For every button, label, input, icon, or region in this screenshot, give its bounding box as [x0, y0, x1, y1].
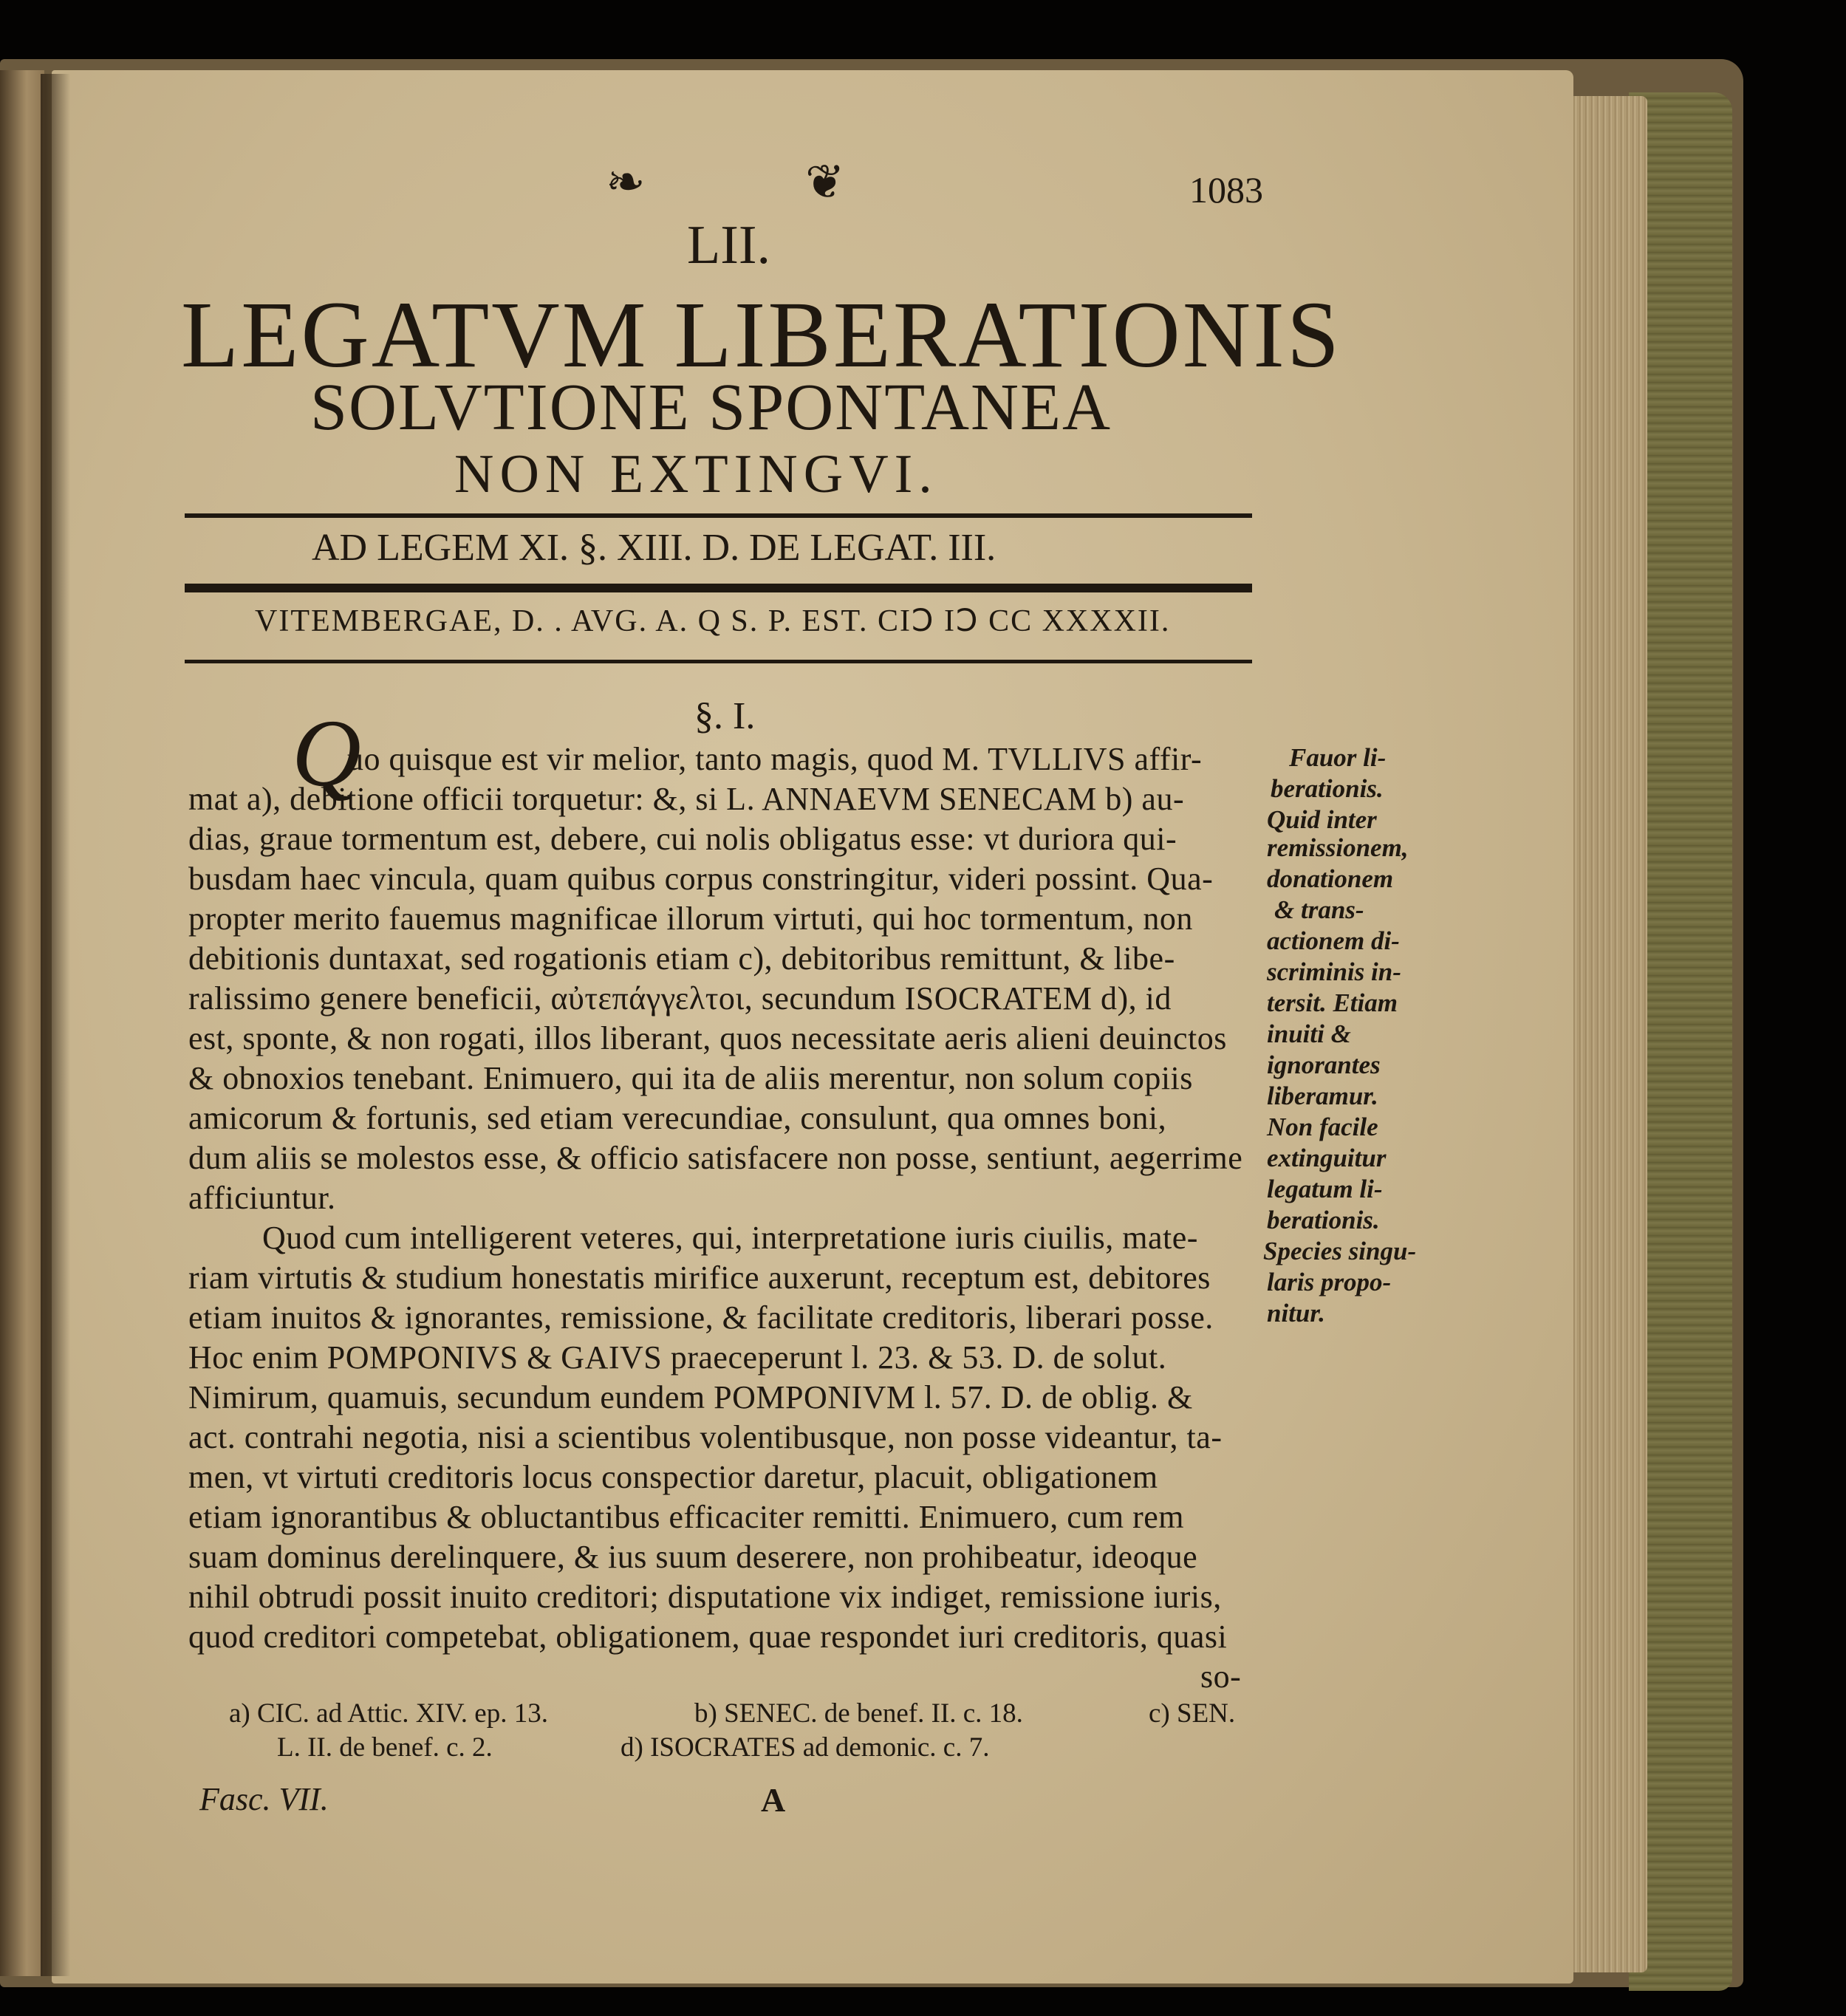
marginal-note: & trans-	[1274, 895, 1364, 924]
main-title: LEGATVM LIBERATIONIS	[181, 282, 1341, 387]
marginal-note: actionem di-	[1267, 926, 1400, 955]
signature-mark: A	[761, 1781, 786, 1819]
footnote: b) SENEC. de benef. II. c. 18.	[694, 1698, 1023, 1729]
ornament-right-icon: ❦	[805, 155, 845, 210]
footnote: d) ISOCRATES ad demonic. c. 7.	[621, 1732, 990, 1763]
marginal-note: remissionem,	[1267, 833, 1409, 862]
marginal-note: Species singu-	[1263, 1237, 1417, 1265]
place-date-line: VITEMBERGAE, D. . AVG. A. Q S. P. EST. CIↃ IↃ CC XXXXII.	[255, 604, 1171, 638]
marginal-note: nitur.	[1267, 1299, 1325, 1328]
marginal-note: ignorantes	[1267, 1050, 1381, 1079]
body-line: etiam ignorantibus & obluctantibus efficaciter remitti. Enimuero, cum rem	[188, 1499, 1184, 1535]
drop-cap: Q	[292, 700, 361, 807]
marginal-note: inuiti &	[1267, 1019, 1351, 1048]
body-line: afficiuntur.	[188, 1180, 336, 1216]
ad-legem-heading: AD LEGEM XI. §. XIII. D. DE LEGAT. III.	[312, 527, 997, 569]
body-line: riam virtutis & studium honestatis mirifice auxerunt, receptum est, debitores	[188, 1260, 1211, 1296]
marginal-note: berationis.	[1271, 774, 1384, 803]
marginal-note: donationem	[1267, 864, 1394, 893]
footnote: c) SEN.	[1149, 1698, 1236, 1729]
body-line: Hoc enim POMPONIVS & GAIVS praeceperunt l. 23. & 53. D. de solut.	[188, 1339, 1167, 1376]
catchword: so-	[1200, 1658, 1242, 1695]
marginal-note: tersit. Etiam	[1267, 988, 1398, 1017]
footnote: L. II. de benef. c. 2.	[277, 1732, 493, 1763]
left-page-edge	[0, 70, 44, 1976]
subtitle: SOLVTIONE SPONTANEA	[310, 371, 1112, 444]
body-line: suam dominus derelinquere, & ius suum deserere, non prohibeatur, ideoque	[188, 1539, 1198, 1575]
body-line: dum aliis se molestos esse, & officio satisfacere non posse, sentiunt, aegerrime	[188, 1140, 1243, 1176]
marginal-note: scriminis in-	[1267, 957, 1401, 986]
page-block-edges	[1566, 96, 1647, 1972]
body-line: quod creditori competebat, obligationem, quae respondet iuri creditoris, quasi	[188, 1619, 1228, 1655]
rule-3	[185, 660, 1252, 663]
footnote: a) CIC. ad Attic. XIV. ep. 13.	[229, 1698, 548, 1729]
body-line: Quod cum intelligerent veteres, qui, interpretatione iuris ciuilis, mate-	[262, 1220, 1198, 1256]
body-line: busdam haec vincula, quam quibus corpus constringitur, videri possint. Qua-	[188, 861, 1214, 897]
body-line: & obnoxios tenebant. Enimuero, qui ita de aliis merentur, non solum copiis	[188, 1060, 1193, 1096]
marginal-note: laris propo-	[1267, 1268, 1392, 1296]
body-line: act. contrahi negotia, nisi a scientibus volentibusque, non posse videantur, ta-	[188, 1419, 1223, 1455]
section-number: LII.	[687, 215, 770, 276]
body-line: Nimirum, quamuis, secundum eundem POMPONIVM l. 57. D. de oblig. &	[188, 1379, 1193, 1415]
body-line: propter merito fauemus magnificae illorum virtuti, qui hoc tormentum, non	[188, 901, 1193, 937]
body-line: est, sponte, & non rogati, illos liberant, quos necessitate aeris alieni deuinctos	[188, 1020, 1227, 1056]
marginal-note: liberamur.	[1267, 1082, 1378, 1110]
body-line: nihil obtrudi possit inuito creditori; disputatione vix indiget, remissione iuris,	[188, 1579, 1222, 1615]
signature-fascicle: Fasc. VII.	[199, 1781, 329, 1817]
marginal-note: Quid inter	[1267, 805, 1377, 834]
body-line: uo quisque est vir melior, tanto magis, quod M. TVLLIVS affir-	[347, 741, 1203, 777]
marginal-note: Fauor li-	[1289, 743, 1387, 772]
rule-2	[185, 584, 1252, 592]
ornament-left-icon: ❧	[606, 155, 646, 210]
marginal-note: Non facile	[1267, 1113, 1378, 1141]
body-line: debitionis duntaxat, sed rogationis etiam c), debitoribus remittunt, & libe-	[188, 940, 1175, 977]
page-number: 1083	[1189, 169, 1263, 211]
marginal-note: berationis.	[1267, 1206, 1380, 1234]
body-line: mat a), debitione officii torquetur: &, si L. ANNAEVM SENECAM b) au-	[188, 781, 1185, 817]
body-line: etiam inuitos & ignorantes, remissione, & facilitate creditoris, liberari posse.	[188, 1299, 1214, 1336]
marginal-note: extinguitur	[1267, 1144, 1387, 1172]
body-line: ralissimo genere beneficii, αὐτεπάγγελτοι, secundum ISOCRATEM d), id	[188, 980, 1172, 1016]
body-line: men, vt virtuti creditoris locus conspectior daretur, placuit, obligationem	[188, 1459, 1158, 1495]
marginal-note: legatum li-	[1267, 1175, 1383, 1203]
section-mark: §. I.	[694, 695, 756, 737]
body-line: dias, graue tormentum est, debere, cui nolis obligatus esse: vt duriora qui-	[188, 821, 1177, 857]
subtitle-2: NON EXTINGVI.	[454, 444, 938, 505]
rule-1	[185, 513, 1252, 518]
spine-shadow	[41, 74, 70, 1976]
body-line: amicorum & fortunis, sed etiam verecundiae, consulunt, qua omnes boni,	[188, 1100, 1167, 1136]
